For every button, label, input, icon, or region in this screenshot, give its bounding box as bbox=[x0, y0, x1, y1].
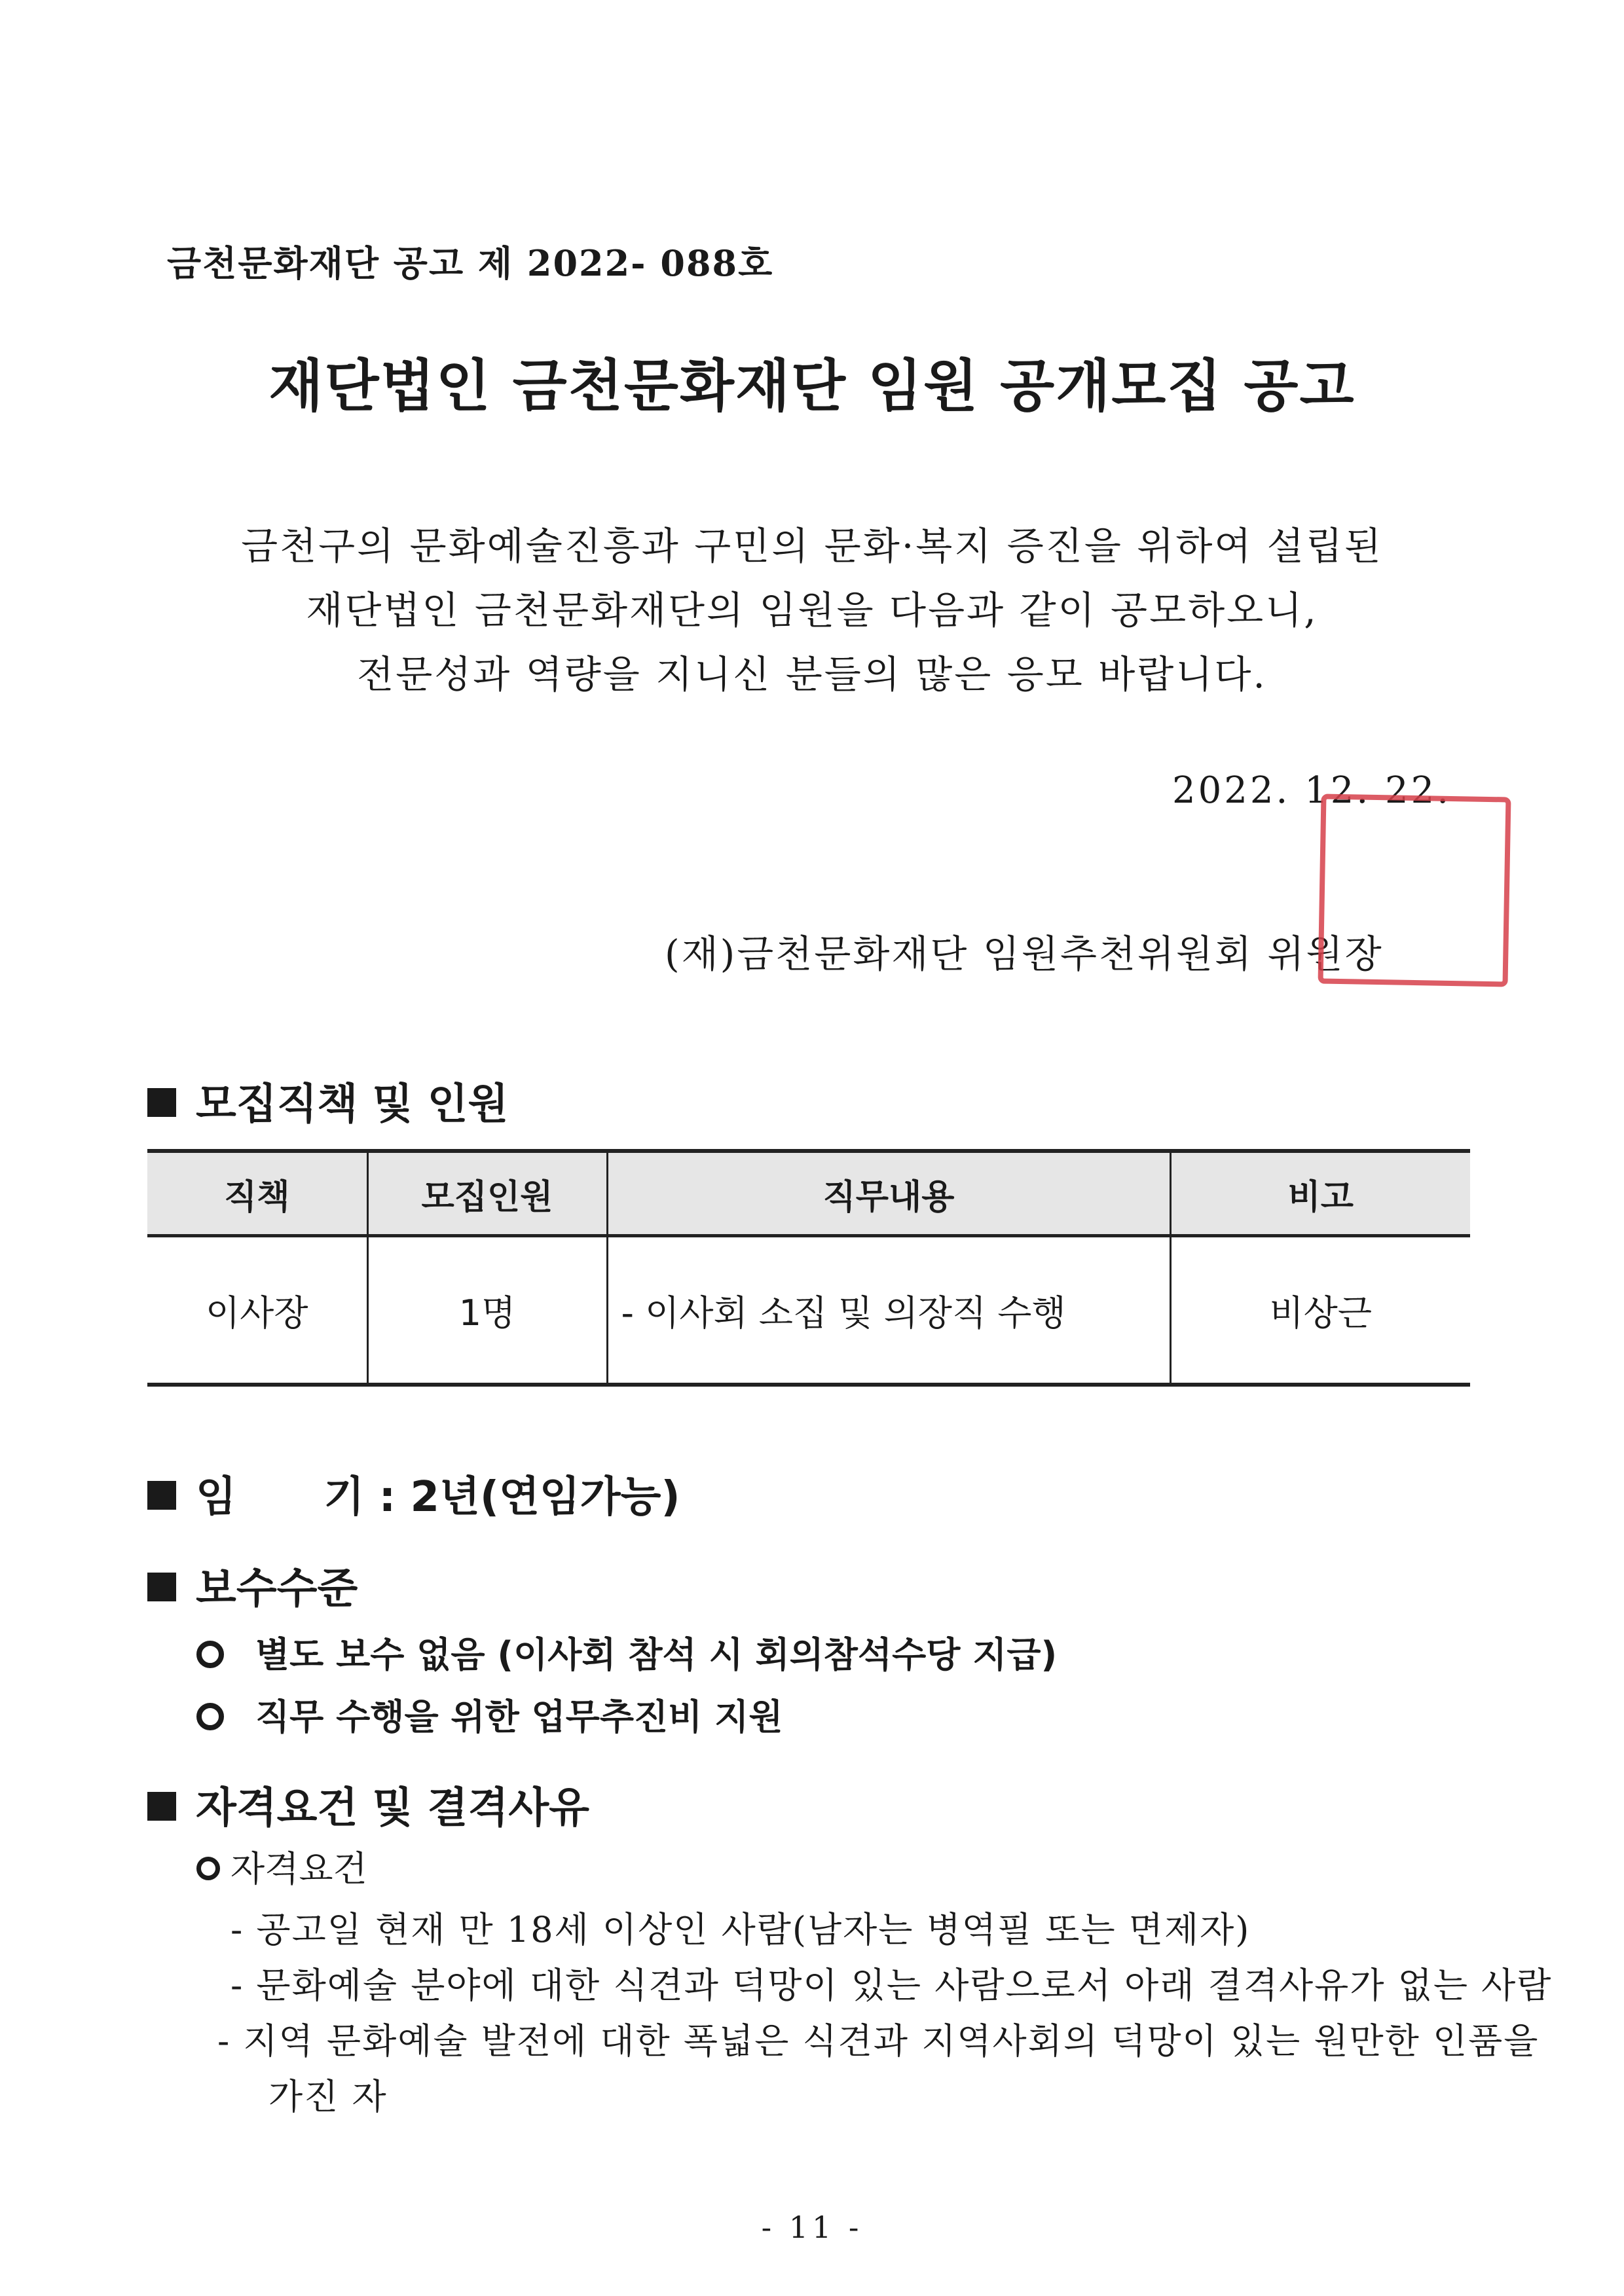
section-heading-term bbox=[147, 1463, 680, 1523]
qualification-item: - 문화예술 분야에 대한 식견과 덕망이 있는 사람으로서 아래 결격사유가 없는 사람 bbox=[231, 1965, 1553, 2006]
page-number: - 11 - bbox=[761, 2210, 863, 2245]
square-bullet-icon bbox=[147, 1573, 176, 1601]
table-row bbox=[147, 1236, 1470, 1385]
circle-bullet-icon bbox=[196, 1857, 220, 1880]
circle-bullet-icon bbox=[196, 1641, 224, 1668]
table-header-row bbox=[147, 1151, 1470, 1236]
section-heading-qualifications bbox=[147, 1774, 589, 1834]
qualification-item-continued: 가진 자 bbox=[268, 2076, 388, 2117]
circle-bullet-icon bbox=[196, 1703, 224, 1730]
document-title: 재단법인 금천문화재단 임원 공개모집 공고 bbox=[268, 354, 1356, 419]
column-header: 직책 bbox=[147, 1151, 367, 1236]
qualification-subheading bbox=[196, 1841, 367, 1891]
square-bullet-icon bbox=[147, 1481, 176, 1510]
pay-item bbox=[196, 1689, 783, 1740]
intro-paragraph bbox=[0, 514, 1624, 706]
column-header: 모집인원 bbox=[367, 1151, 607, 1236]
section-title: 임 기 : 2년(연임가능) bbox=[196, 1473, 680, 1522]
section-title: 보수수준 bbox=[196, 1565, 358, 1613]
pay-item-text: 직무 수행을 위한 업무추진비 지원 bbox=[255, 1696, 783, 1738]
table-cell: - 이사회 소집 및 의장직 수행 bbox=[607, 1236, 1170, 1385]
subheading-text: 자격요건 bbox=[231, 1848, 367, 1889]
section-title: 자격요건 및 결격사유 bbox=[196, 1784, 589, 1832]
pay-item bbox=[196, 1627, 1057, 1677]
qualification-item: - 지역 문화예술 발전에 대한 폭넓은 식견과 지역사회의 덕망이 있는 원만한 인품을 bbox=[217, 2020, 1540, 2062]
section-title: 모집직책 및 인원 bbox=[196, 1080, 509, 1129]
intro-line: 금천구의 문화예술진흥과 구민의 문화·복지 증진을 위하여 설립된 bbox=[241, 524, 1383, 568]
notice-number: 금천문화재단 공고 제 2022- 088호 bbox=[167, 242, 774, 284]
pay-item-text: 별도 보수 없음 (이사회 참석 시 회의참석수당 지급) bbox=[255, 1634, 1058, 1675]
square-bullet-icon bbox=[147, 1088, 176, 1117]
signer: (재)금천문화재단 임원추천위원회 위원장 bbox=[665, 932, 1384, 976]
table-cell: 이사장 bbox=[147, 1236, 367, 1385]
section-heading-pay bbox=[147, 1555, 358, 1615]
intro-line: 재단법인 금천문화재단의 임원을 다음과 같이 공모하오니, bbox=[306, 588, 1318, 632]
official-seal-stamp bbox=[1318, 793, 1511, 987]
column-header: 비고 bbox=[1170, 1151, 1470, 1236]
qualification-item: - 공고일 현재 만 18세 이상인 사람(남자는 병역필 또는 면제자) bbox=[231, 1909, 1251, 1950]
notice-date: 2022. 12. 22. bbox=[1172, 769, 1452, 812]
positions-table bbox=[147, 1149, 1470, 1387]
square-bullet-icon bbox=[147, 1792, 176, 1821]
table-cell: 1명 bbox=[367, 1236, 607, 1385]
intro-line: 전문성과 역량을 지니신 분들의 많은 응모 바랍니다. bbox=[357, 652, 1267, 697]
table-cell: 비상근 bbox=[1170, 1236, 1470, 1385]
column-header: 직무내용 bbox=[607, 1151, 1170, 1236]
section-heading-positions bbox=[147, 1070, 508, 1131]
